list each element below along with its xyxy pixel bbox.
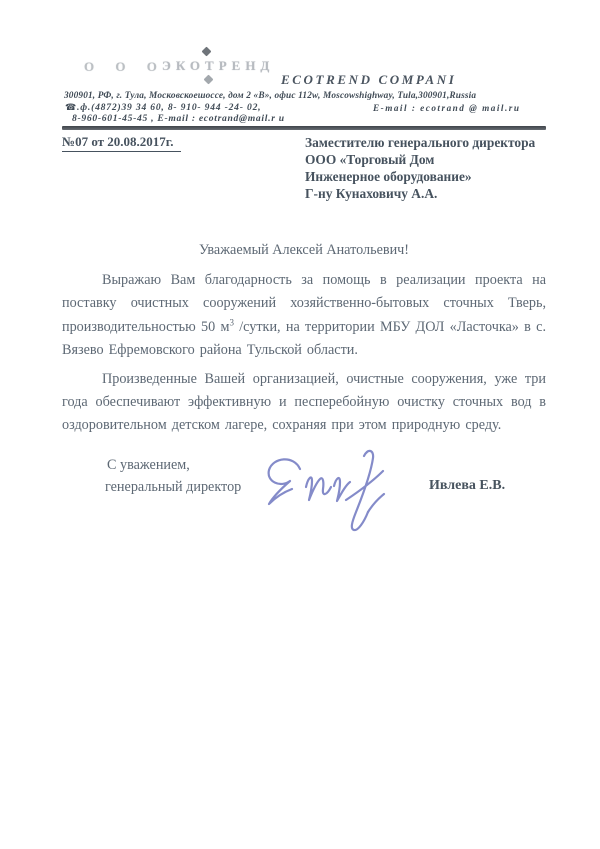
superscript-cubed: 3: [229, 317, 234, 328]
letter-body: [62, 269, 546, 438]
phone-icon: ☎: [65, 103, 78, 113]
recipient-block: [305, 134, 565, 202]
logo-ooo-text: О О О: [84, 59, 166, 74]
phone-fax-line: [65, 102, 261, 113]
logo-diamond-top-icon: [202, 47, 212, 57]
closing-regards: С уважением,: [107, 457, 190, 473]
recipient-line: Г-ну Кунаховичу А.А.: [305, 186, 438, 201]
phone-email-line2: 8-960-601-45-45 , E-mail : ecotrand@mail.r u: [72, 113, 285, 124]
phone-numbers: .ф.(4872)39 34 60, 8- 910- 944 -24- 02,: [77, 102, 262, 113]
paragraph-1: [62, 269, 546, 363]
company-name-en: ECOTREND COMPANI: [281, 72, 457, 87]
logo-diamond-bottom-icon: [204, 75, 214, 85]
paragraph-1-text-cont: /сутки, на территории МБУ ДОЛ «Ласточка» в с. Вязево Ефремовского района Тульской области.: [62, 318, 546, 359]
company-address: 300901, РФ, г. Тула, Московскоешоссе, дом 2 «В», офис 112w, Moscowshighway, Tula,300901,Russia: [64, 91, 477, 101]
email-right: E-mail : ecotrand @ mail.ru: [373, 103, 521, 113]
recipient-line: Инженерное оборудование»: [305, 169, 472, 184]
handwritten-signature: [246, 442, 398, 534]
recipient-line: Заместителю генерального директора: [305, 135, 536, 150]
signer-name: Ивлева Е.В.: [429, 478, 506, 493]
paragraph-1-text: Выражаю Вам благодарность за помощь в реализации проекта на поставку очистных сооружений хозяйственно-бытовых сточных Тверь, производительностью 50 м: [62, 272, 546, 335]
letterhead-divider: [62, 126, 546, 130]
closing-title: генеральный директор: [105, 479, 242, 495]
company-logo: ЭКОТРЕНД: [162, 58, 275, 73]
salutation: Уважаемый Алексей Анатольевич!: [198, 242, 410, 258]
paragraph-2: Произведенные Вашей организацией, очистные сооружения, уже три года обеспечивают эффективную и песперебойную очистку сточных вод в оздоровительном детском лагере, сохраняя при этом природную среду.: [62, 370, 546, 434]
recipient-line: ООО «Торговый Дом: [305, 152, 435, 167]
reference-number: №07 от 20.08.2017г.: [62, 134, 181, 152]
